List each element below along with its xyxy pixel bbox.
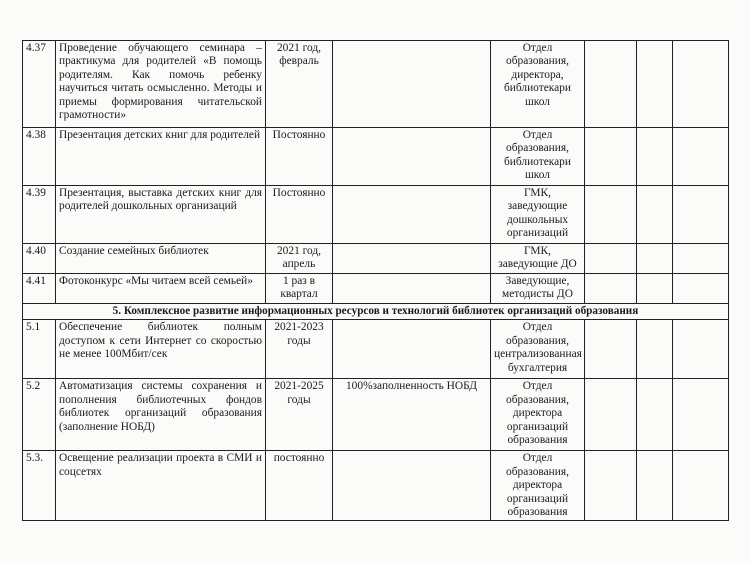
activity-responsible: Отдел образования, директора, библиотекари школ [491,41,585,128]
empty-cell [673,379,729,451]
activity-responsible: ГМК, заведующие ДО [491,244,585,274]
activity-responsible: Отдел образования, директора организаций образования [491,379,585,451]
table-row [23,244,729,274]
table-row [23,128,729,186]
row-number: 4.40 [23,244,56,274]
activity-date: 2021-2025 годы [266,379,333,451]
activity-date: постоянно [266,451,333,521]
empty-cell [585,128,637,186]
empty-cell [585,379,637,451]
empty-cell [585,41,637,128]
table-row [23,274,729,304]
activity-name: Обеспечение библиотек полным доступом к сети Интернет со скоростью не менее 100Мбит/сек [56,320,266,379]
empty-cell [585,186,637,244]
activity-date: 2021-2023 годы [266,320,333,379]
empty-cell [673,320,729,379]
activity-name: Автоматизация системы сохранения и пополнения библиотечных фондов библиотек организаций образования (заполнение НОБД) [56,379,266,451]
activity-date: Постоянно [266,186,333,244]
empty-cell [585,274,637,304]
empty-cell [637,274,673,304]
empty-cell [637,186,673,244]
empty-cell [637,41,673,128]
activity-name: Проведение обучающего семинара – практикума для родителей «В помощь родителям. Как помочь ребенку научиться читать осмысленно. Методы и приемы формирования читательской грамотности» [56,41,266,128]
table-row [23,451,729,521]
activity-name: Освещение реализации проекта в СМИ и соцсетях [56,451,266,521]
empty-cell [637,128,673,186]
table-row [23,320,729,379]
row-number: 4.37 [23,41,56,128]
activity-responsible: Отдел образования, директора организаций образования [491,451,585,521]
row-number: 4.39 [23,186,56,244]
row-number: 5.1 [23,320,56,379]
activity-indicator [333,274,491,304]
action-plan-table [22,40,729,521]
activity-responsible: Отдел образования, централизованная бухгалтерия [491,320,585,379]
activity-date: 2021 год, февраль [266,41,333,128]
activity-name: Создание семейных библиотек [56,244,266,274]
activity-responsible: ГМК, заведующие дошкольных организаций [491,186,585,244]
activity-indicator [333,186,491,244]
empty-cell [673,128,729,186]
empty-cell [673,244,729,274]
activity-name: Презентация детских книг для родителей [56,128,266,186]
table-row [23,41,729,128]
activity-name: Фотоконкурс «Мы читаем всей семьей» [56,274,266,304]
empty-cell [637,320,673,379]
row-number: 5.3. [23,451,56,521]
empty-cell [673,186,729,244]
empty-cell [585,451,637,521]
activity-indicator [333,41,491,128]
section-row [23,304,729,320]
empty-cell [637,379,673,451]
table-row [23,186,729,244]
activity-indicator [333,128,491,186]
activity-indicator: 100%заполненность НОБД [333,379,491,451]
row-number: 5.2 [23,379,56,451]
section-heading: 5. Комплексное развитие информационных ресурсов и технологий библиотек организаций образования [23,304,729,320]
empty-cell [637,451,673,521]
activity-responsible: Отдел образования, библиотекари школ [491,128,585,186]
empty-cell [673,274,729,304]
empty-cell [673,451,729,521]
empty-cell [585,320,637,379]
activity-date: 2021 год, апрель [266,244,333,274]
activity-indicator [333,320,491,379]
empty-cell [585,244,637,274]
activity-responsible: Заведующие, методисты ДО [491,274,585,304]
activity-indicator [333,244,491,274]
activity-date: Постоянно [266,128,333,186]
table-row [23,379,729,451]
empty-cell [673,41,729,128]
activity-name: Презентация, выставка детских книг для родителей дошкольных организаций [56,186,266,244]
empty-cell [637,244,673,274]
row-number: 4.41 [23,274,56,304]
activity-date: 1 раз в квартал [266,274,333,304]
row-number: 4.38 [23,128,56,186]
activity-indicator [333,451,491,521]
